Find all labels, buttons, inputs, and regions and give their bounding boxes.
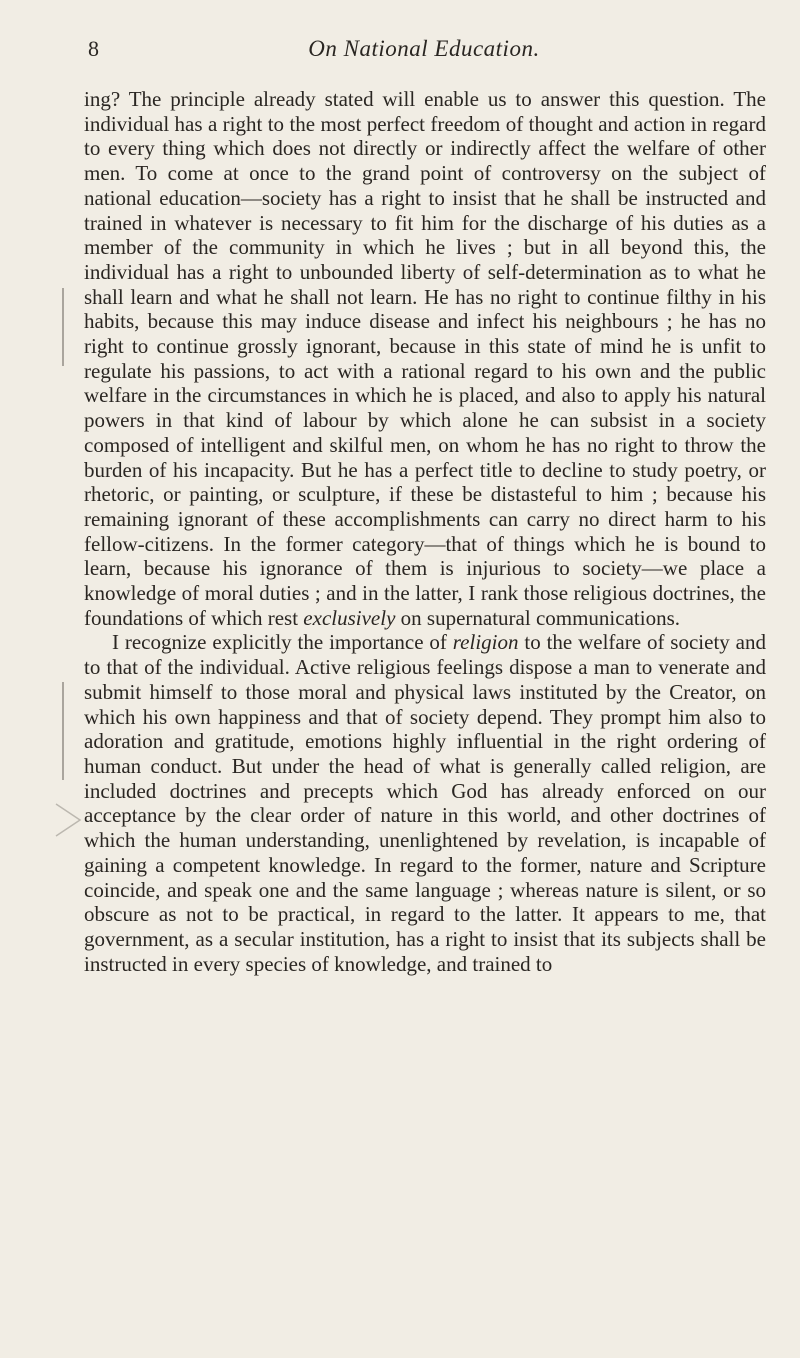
paragraph-2-text-end: to the welfare of society and to that of the individual. Active religious feelings dispose a man to venerate and submit himself to those moral and physical laws instituted by the Creator, on which his own happiness and that of society depend. They prompt him also to adoration and gratitude, emotions highly influential in the right ordering of human conduct. But under the head of what is generally called religion, are included doctrines and precepts which God has already enforced on our acceptance by the clear order of nature in this world, and other doctrines of which the human understanding, unenlightened by revelation, is incapable of gaining a competent knowledge. In regard to the former, nature and Scripture coincide, and speak one and the same language ; whereas nature is silent, or so obscure as not to be practical, in regard to the latter. It appears to me, that government, as a secular institution, has a right to insist that its subjects shall be instructed in every species of knowledge, and trained to <box>84 630 766 976</box>
running-title: On National Education. <box>308 36 540 61</box>
paragraph-2-text: I recognize explicitly the importance of <box>112 630 447 655</box>
paragraph-1-text-end: on supernatural communications. <box>400 605 681 630</box>
body-text <box>84 87 766 976</box>
page-number: 8 <box>88 36 99 61</box>
margin-mark-lower <box>62 682 64 780</box>
paragraph-2-emphasis: religion <box>452 630 519 655</box>
paragraph-1-text: ing? The principle already stated will enable us to answer this question. The individual has a right to the most perfect freedom of thought and action in regard to every thing which does not directly or indirectly affect the welfare of other men. To come at once to the grand point of controversy on the subject of national education—society has a right to insist that he shall be instructed and trained in whatever is necessary to fit him for the discharge of his duties as a member of the community in which he lives ; but in all beyond this, the individual has a right to unbounded liberty of self-determination as to what he shall learn and what he shall not learn. He has no right to continue filthy in his habits, because this may induce disease and infect his neighbours ; he has no right to continue grossly ignorant, because in this state of mind he is unfit to regulate his passions, to act with a rational regard to his own and the public welfare in the circumstances in which he is placed, and also to apply his natural powers in that kind of labour by which alone he can subsist in a society composed of intelligent and skilful men, on whom he has no right to throw the burden of his incapacity. But he has a perfect title to decline to study poetry, or rhetoric, or painting, or sculpture, if these be distasteful to him ; because his remaining ignorant of these accomplishments can carry no direct harm to his fellow-citizens. In the former category—that of things which he is bound to learn, because his ignorance of them is injurious to society—we place a knowledge of moral duties ; and in the latter, I rank those religious doctrines, the foundations of which rest <box>84 87 766 630</box>
paragraph-2 <box>84 630 766 976</box>
margin-arrow-icon <box>54 800 84 840</box>
margin-mark-upper <box>62 288 64 366</box>
paragraph-1-emphasis: exclusively <box>303 605 396 630</box>
paragraph-1 <box>84 87 766 630</box>
running-head <box>84 36 764 66</box>
